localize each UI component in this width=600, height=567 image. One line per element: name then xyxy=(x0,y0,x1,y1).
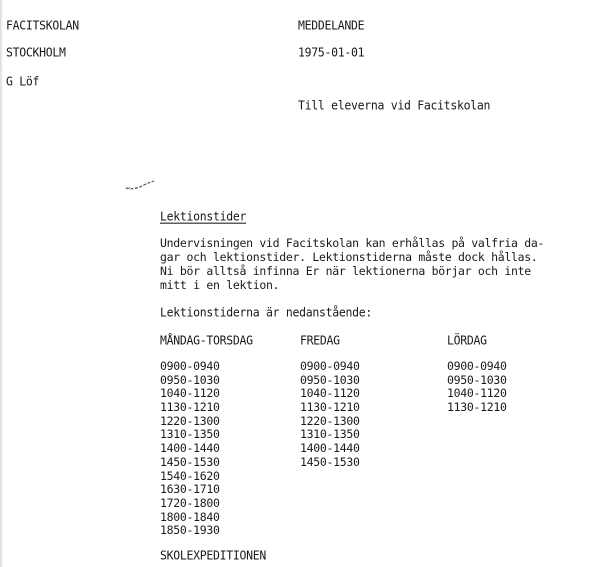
time-slot: 1130-1210 xyxy=(160,400,220,415)
schedule-column-mon-thu xyxy=(160,360,220,538)
time-slot: 1850-1930 xyxy=(160,523,220,538)
scan-edge-shadow xyxy=(0,0,3,567)
paragraph-line: Undervisningen vid Facitskolan kan erhållas på valfria da- xyxy=(160,236,545,250)
time-slot: 0900-0940 xyxy=(160,359,220,373)
city-name: STOCKHOLM xyxy=(6,45,66,60)
time-slot: 1400-1440 xyxy=(300,441,360,456)
schedule-column-friday xyxy=(300,360,360,470)
time-slot: 1450-1530 xyxy=(160,454,220,469)
column-header-friday: FREDAG xyxy=(300,333,340,348)
time-slot: 1040-1120 xyxy=(300,386,360,401)
column-header-saturday: LÖRDAG xyxy=(447,333,487,348)
time-slot: 0950-1030 xyxy=(300,372,360,387)
recipient-line: Till eleverna vid Facitskolan xyxy=(298,98,491,113)
time-slot: 1450-1530 xyxy=(300,454,360,469)
time-slot: 1630-1710 xyxy=(160,482,220,497)
school-name: FACITSKOLAN xyxy=(6,18,79,33)
time-slot: 0950-1030 xyxy=(447,372,507,387)
paragraph-line: Ni bör alltså infinna Er när lektionerna börjar och inte xyxy=(160,264,531,278)
time-slot: 0950-1030 xyxy=(160,372,220,387)
time-slot: 1040-1120 xyxy=(160,386,220,401)
time-slot: 0900-0940 xyxy=(447,359,507,373)
paragraph-line: mitt i en lektion. xyxy=(160,278,280,292)
time-slot: 0900-0940 xyxy=(300,359,360,373)
paragraph-line: gar och lektionstider. Lektionstiderna måste dock hållas. xyxy=(160,250,538,264)
time-slot: 1130-1210 xyxy=(300,400,360,415)
time-slot: 1220-1300 xyxy=(300,413,360,428)
time-slot: 1800-1840 xyxy=(160,509,220,524)
pen-mark-icon xyxy=(124,178,156,192)
signature: SKOLEXPEDITIONEN xyxy=(160,548,266,563)
time-slot: 1720-1800 xyxy=(160,495,220,510)
time-slot: 1310-1350 xyxy=(160,427,220,442)
document-type: MEDDELANDE xyxy=(298,18,365,33)
time-slot: 1220-1300 xyxy=(160,413,220,428)
time-slot: 1310-1350 xyxy=(300,427,360,442)
schedule-intro: Lektionstiderna är nedanstående: xyxy=(160,305,372,320)
schedule-column-saturday xyxy=(447,360,507,415)
time-slot: 1540-1620 xyxy=(160,468,220,483)
document-date: 1975-01-01 xyxy=(298,45,365,60)
time-slot: 1400-1440 xyxy=(160,441,220,456)
column-header-mon-thu: MÅNDAG-TORSDAG xyxy=(160,333,253,348)
time-slot: 1130-1210 xyxy=(447,400,507,415)
section-heading: Lektionstider xyxy=(160,209,247,224)
author-name: G Löf xyxy=(6,74,40,89)
time-slot: 1040-1120 xyxy=(447,386,507,401)
